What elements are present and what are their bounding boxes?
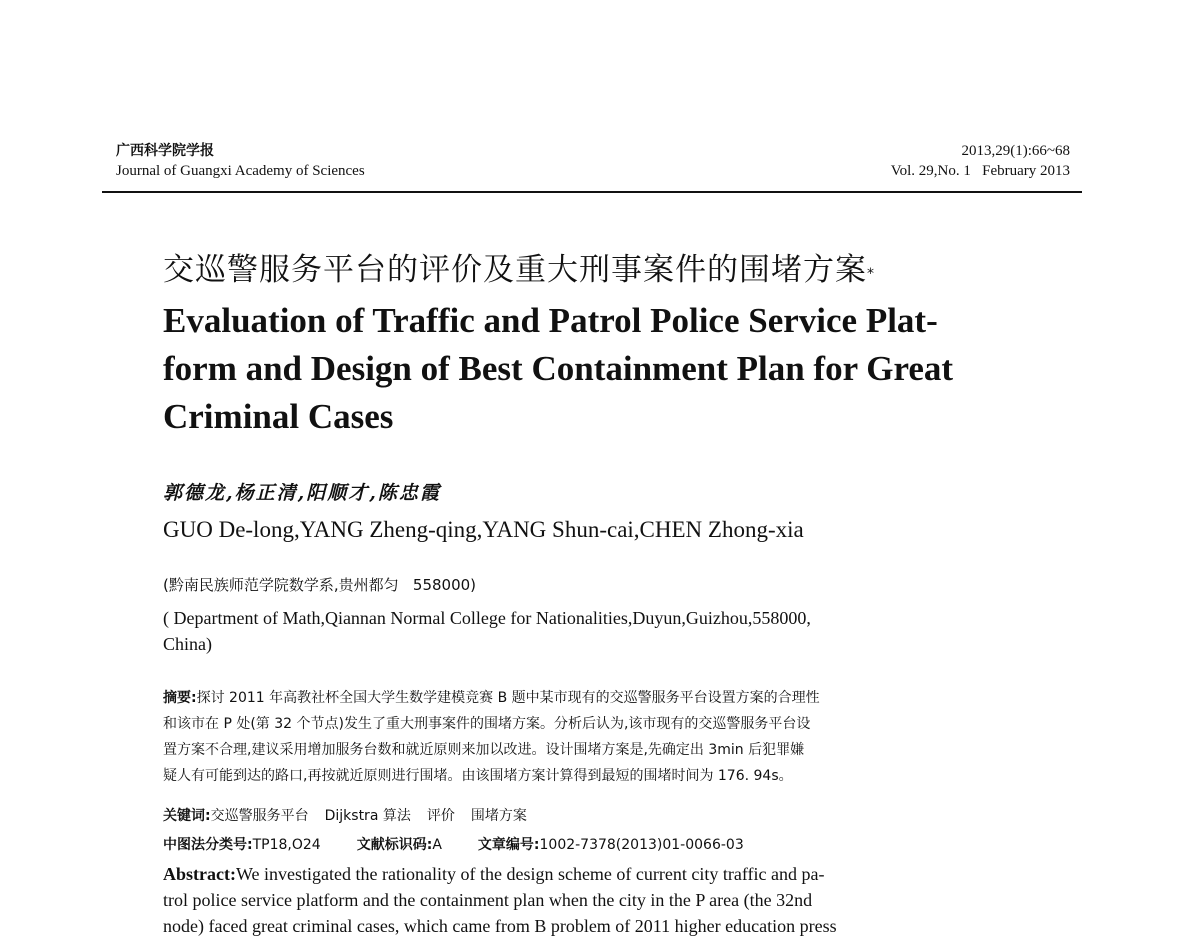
article-number-label: 文章编号:	[477, 837, 540, 853]
journal-volume: Vol. 29,No. 1 February 2013	[890, 163, 1070, 179]
journal-name-cn: 广西科学院学报	[116, 143, 214, 159]
journal-header	[102, 141, 1082, 193]
keywords-label: 关键词:	[163, 808, 211, 824]
keyword-item: 评价	[426, 808, 455, 824]
classification-line	[163, 832, 744, 858]
keyword-item: 围堵方案	[470, 808, 527, 824]
doc-code-value: A	[432, 837, 442, 853]
title-english	[163, 297, 1033, 441]
abstract-chinese-line: 疑人有可能到达的路口,再按就近原则进行围堵。由该围堵方案计算得到最短的围堵时间为 176. 94s。	[163, 768, 793, 784]
title-chinese-text: 交巡警服务平台的评价及重大刑事案件的围堵方案	[163, 252, 867, 288]
abstract-english-line	[163, 861, 1033, 887]
affiliation-english-line: ( Department of Math,Qiannan Normal College for Nationalities,Duyun,Guizhou,558000,	[163, 608, 811, 628]
doc-code-label: 文献标识码:	[356, 837, 433, 853]
keywords	[163, 803, 527, 829]
journal-citation-block	[891, 141, 1070, 181]
clc-value: TP18,O24	[252, 837, 321, 853]
abstract-english-line: trol police service platform and the containment plan when the city in the P area (the 32nd	[163, 890, 813, 910]
abstract-english	[163, 861, 1033, 939]
title-footnote-mark: *	[867, 266, 875, 282]
abstract-english-line: node) faced great criminal cases, which came from B problem of 2011 higher education press	[163, 916, 837, 936]
journal-name-en: Journal of Guangxi Academy of Sciences	[116, 163, 365, 179]
article-number-value: 1002-7378(2013)01-0066-03	[539, 837, 744, 853]
clc-label: 中图法分类号:	[163, 837, 253, 853]
keyword-item: Dijkstra 算法	[324, 808, 411, 824]
authors-english: GUO De-long,YANG Zheng-qing,YANG Shun-cai,CHEN Zhong-xia	[163, 517, 804, 542]
abstract-chinese-line: 置方案不合理,建议采用增加服务台数和就近原则来加以改进。设计围堵方案是,先确定出 3min 后犯罪嫌	[163, 742, 805, 758]
title-english-line: form and Design of Best Containment Plan for Great	[163, 349, 954, 388]
authors-chinese: 郭德龙,杨正清,阳顺才,陈忠霞	[163, 482, 441, 504]
abstract-chinese-text: 探讨 2011 年高教社杯全国大学生数学建模竞赛 B 题中某市现有的交巡警服务平台设置方案的合理性	[196, 690, 820, 706]
title-english-line: Criminal Cases	[163, 397, 394, 436]
journal-pages: 2013,29(1):66~68	[961, 143, 1070, 159]
abstract-chinese	[163, 685, 1033, 789]
abstract-chinese-line	[163, 685, 1033, 711]
affiliation-english-line: China)	[163, 634, 212, 654]
abstract-english-label: Abstract:	[163, 864, 236, 884]
affiliation-english	[163, 605, 1023, 657]
title-chinese	[163, 248, 875, 292]
affiliation-chinese: (黔南民族师范学院数学系,贵州都匀 558000)	[163, 576, 477, 594]
abstract-english-text: We investigated the rationality of the design scheme of current city traffic and pa-	[235, 864, 825, 884]
abstract-chinese-label: 摘要:	[163, 690, 197, 706]
journal-name-block	[116, 141, 365, 181]
title-english-line: Evaluation of Traffic and Patrol Police Service Plat-	[163, 301, 938, 340]
abstract-chinese-line: 和该市在 P 处(第 32 个节点)发生了重大刑事案件的围堵方案。分析后认为,该市现有的交巡警服务平台设	[163, 716, 811, 732]
keyword-item: 交巡警服务平台	[210, 808, 309, 824]
